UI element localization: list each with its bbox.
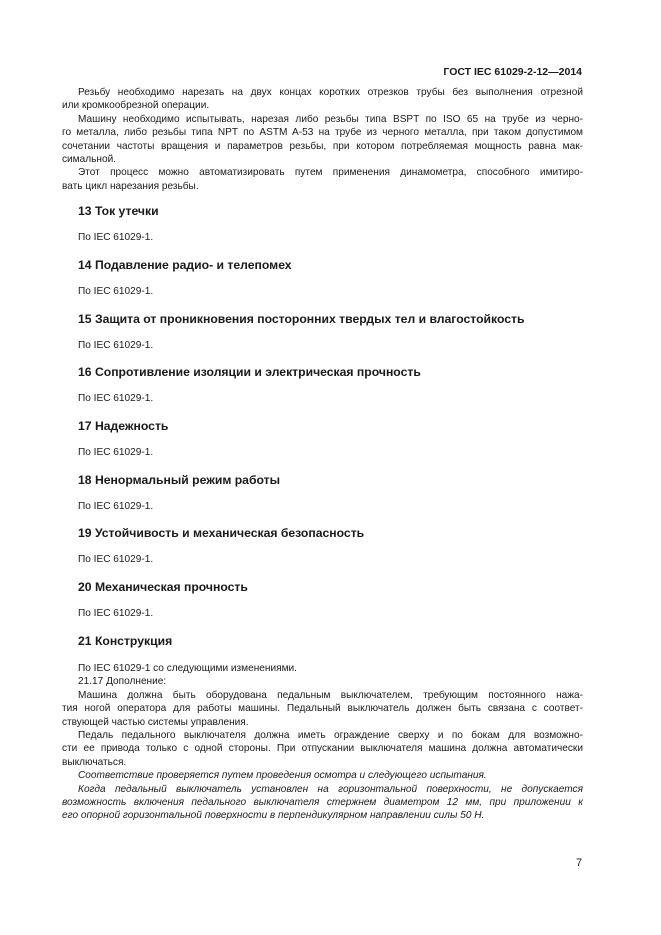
text-line: Педаль педального выключателя должна иметь ограждение сверху и по бокам для возможно- — [78, 730, 583, 742]
text-line: Резьбу необходимо нарезать на двух концах коротких отрезков трубы без выполнения отрезной — [78, 87, 583, 98]
text-line: ствующей частью системы управления. — [62, 716, 249, 728]
section-reference: По IEC 61029-1. — [78, 286, 154, 297]
section-heading: 15 Защита от проникновения посторонних твердых тел и влагостойкость — [78, 312, 525, 326]
text-line: Этот процесс можно автоматизировать путем применения динамометра, способного имитиро- — [78, 167, 583, 179]
text-line: сочетании частоты вращения и параметров резьбы, при котором потребляемая мощность равна мак- — [62, 140, 583, 152]
text-line: вать цикл нарезания резьбы. — [62, 180, 199, 192]
text-line: симальной. — [62, 154, 117, 166]
text-line: го металла, либо резьбы типа NPT по ASTM A-53 на трубе из черного металла, при таком допустимом — [62, 127, 583, 139]
text-line: тия ногой оператора для работы машины. Педальный выключатель должен быть связана с соответ- — [62, 703, 583, 715]
text-line: сти ее привода только с одной стороны. При отпускании выключателя машина должна автоматически — [62, 743, 583, 755]
section-heading: 19 Устойчивость и механическая безопасность — [78, 526, 365, 540]
test-text-line: его опорной горизонтальной поверхности в перпендикулярном направлении силы 50 Н. — [62, 810, 485, 822]
text-line: выключаться. — [62, 756, 127, 768]
document-header: ГОСТ IEC 61029-2-12—2014 — [443, 66, 582, 78]
section-reference: По IEC 61029-1. — [78, 340, 154, 351]
section-heading: 17 Надежность — [78, 419, 169, 433]
section-reference: По IEC 61029-1. — [78, 232, 154, 243]
test-text-line: Когда педальный выключатель установлен на горизонтальной поверхности, не допускается — [78, 783, 583, 795]
section-heading: 14 Подавление радио- и телепомех — [78, 258, 292, 272]
text-line: или кромкообрезной операции. — [62, 100, 210, 112]
intro-text — [62, 86, 583, 193]
section-heading: 21 Конструкция — [78, 634, 173, 648]
section-reference: По IEC 61029-1 со следующими изменениями. — [78, 663, 297, 674]
test-text-line: возможность включения педального выключателя стержнем диаметром 12 мм, при приложении к — [62, 797, 583, 809]
section-heading: 16 Сопротивление изоляции и электрическая прочность — [78, 365, 421, 379]
section-reference: По IEC 61029-1. — [78, 447, 154, 458]
section-reference: По IEC 61029-1. — [78, 501, 154, 512]
section-heading: 18 Ненормальный режим работы — [78, 473, 280, 487]
section-heading: 20 Механическая прочность — [78, 580, 248, 594]
section-heading: 13 Ток утечки — [78, 204, 159, 218]
compliance-text: Соответствие проверяется путем проведения осмотра и следующего испытания. — [78, 770, 487, 782]
section-reference: По IEC 61029-1. — [78, 608, 154, 619]
page-number: 7 — [576, 857, 583, 869]
text-line: Машина должна быть оборудована педальным выключателем, требующим постоянного нажа- — [78, 689, 583, 701]
section-reference: По IEC 61029-1. — [78, 554, 154, 565]
section-reference: По IEC 61029-1. — [78, 393, 154, 404]
subclause-heading: 21.17 Дополнение: — [78, 676, 167, 688]
text-line: Машину необходимо испытывать, нарезая либо резьбы типа BSPT по ISO 65 на трубе из черно- — [78, 113, 583, 125]
section-21-body — [62, 662, 583, 823]
